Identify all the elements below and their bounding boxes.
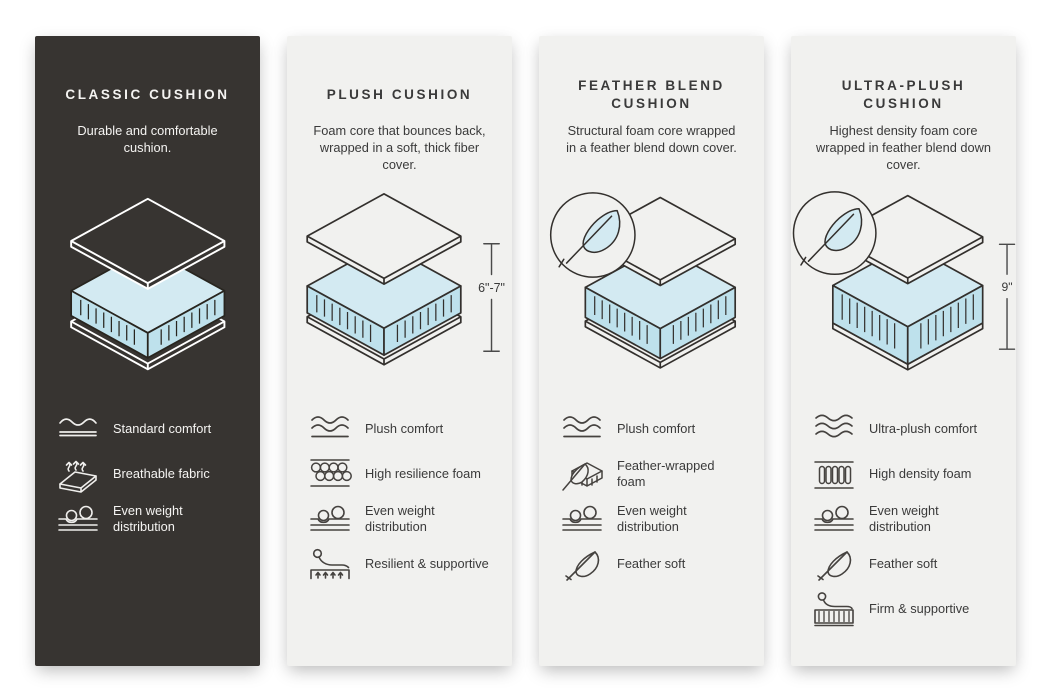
even-weight-icon: [55, 500, 101, 538]
feature-label: Feather soft: [617, 556, 686, 571]
layered-cushion-diagram: [288, 190, 511, 382]
measure-label: 6"-7": [478, 280, 506, 295]
feature-label: High resilience foam: [365, 466, 481, 481]
feature-label: Feather soft: [869, 556, 938, 571]
feather-icon: [811, 545, 857, 583]
feature-row: [55, 409, 240, 449]
person-springs-icon: [307, 545, 353, 583]
panel-title: ULTRA-PLUSH CUSHION: [841, 77, 966, 111]
feather-badge: [551, 193, 635, 277]
feather-foam-icon: [559, 455, 605, 493]
panel-description: Structural foam core wrapped in a feather blend down cover.: [566, 123, 737, 155]
feature-list: [55, 409, 240, 544]
panel-description: Highest density foam core wrapped in feather blend down cover.: [815, 123, 991, 172]
cushion-illustration: [811, 179, 1014, 393]
density-foam-icon: [811, 455, 857, 493]
feature-label: Even weight distribution: [113, 503, 183, 534]
feature-label: Feather-wrapped foam: [617, 458, 715, 489]
feature-row: [307, 454, 492, 494]
feature-row: [559, 544, 744, 584]
feature-label: Resilient & supportive: [365, 556, 489, 571]
layered-cushion-diagram: [52, 195, 244, 377]
person-mattress-icon: [811, 590, 857, 628]
layered-cushion-diagram: [546, 190, 757, 382]
feature-label: Plush comfort: [617, 421, 696, 436]
cushion-illustration: [307, 179, 506, 393]
panel-description: Foam core that bounces back, wrapped in a soft, thick fiber cover.: [313, 123, 486, 172]
feature-row: [55, 454, 240, 494]
cushion-illustration: [559, 179, 744, 393]
feature-label: Standard comfort: [113, 421, 212, 436]
feature-label: Even weight distribution: [365, 503, 435, 534]
feature-row: [811, 409, 996, 449]
panel-classic-cushion: [35, 36, 260, 666]
feature-row: [307, 544, 492, 584]
feature-row: [811, 454, 996, 494]
feather-icon: [559, 545, 605, 583]
feature-label: Breathable fabric: [113, 466, 210, 481]
feature-list: [307, 409, 492, 589]
feature-label: Ultra-plush comfort: [869, 421, 978, 436]
feature-row: [559, 499, 744, 539]
waves-plush-icon: [307, 410, 353, 448]
measure-label: 9": [1001, 280, 1014, 295]
feature-row: [559, 454, 744, 494]
feature-label: Plush comfort: [365, 421, 444, 436]
panel-description: Durable and comfortable cushion.: [77, 123, 218, 155]
feather-badge: [794, 192, 876, 274]
height-measure: [484, 244, 499, 352]
waves-plush-icon: [559, 410, 605, 448]
waves-standard-icon: [55, 410, 101, 448]
cushion-illustration: [55, 179, 240, 393]
panel-title: FEATHER BLEND CUSHION: [578, 77, 725, 111]
panel-title: CLASSIC CUSHION: [65, 86, 230, 102]
feature-label: Firm & supportive: [869, 601, 970, 616]
feature-label: Even weight distribution: [617, 503, 687, 534]
height-measure: [1000, 244, 1015, 349]
feature-label: Even weight distribution: [869, 503, 939, 534]
panel-feather-blend-cushion: [539, 36, 764, 666]
panel-ultra-plush-cushion: [791, 36, 1016, 666]
feature-row: [811, 499, 996, 539]
feature-row: [811, 544, 996, 584]
feature-row: [307, 409, 492, 449]
feature-label: High density foam: [869, 466, 972, 481]
even-weight-icon: [811, 500, 857, 538]
panel-plush-cushion: [287, 36, 512, 666]
even-weight-icon: [559, 500, 605, 538]
waves-ultra-icon: [811, 410, 857, 448]
feature-row: [559, 409, 744, 449]
breathable-icon: [55, 455, 101, 493]
panel-title: PLUSH CUSHION: [326, 86, 473, 102]
honeycomb-foam-icon: [307, 455, 353, 493]
feature-row: [307, 499, 492, 539]
feature-row: [811, 589, 996, 629]
feature-list: [811, 409, 996, 634]
feature-list: [559, 409, 744, 589]
layered-cushion-diagram: [786, 190, 1020, 382]
feature-row: [55, 499, 240, 539]
even-weight-icon: [307, 500, 353, 538]
